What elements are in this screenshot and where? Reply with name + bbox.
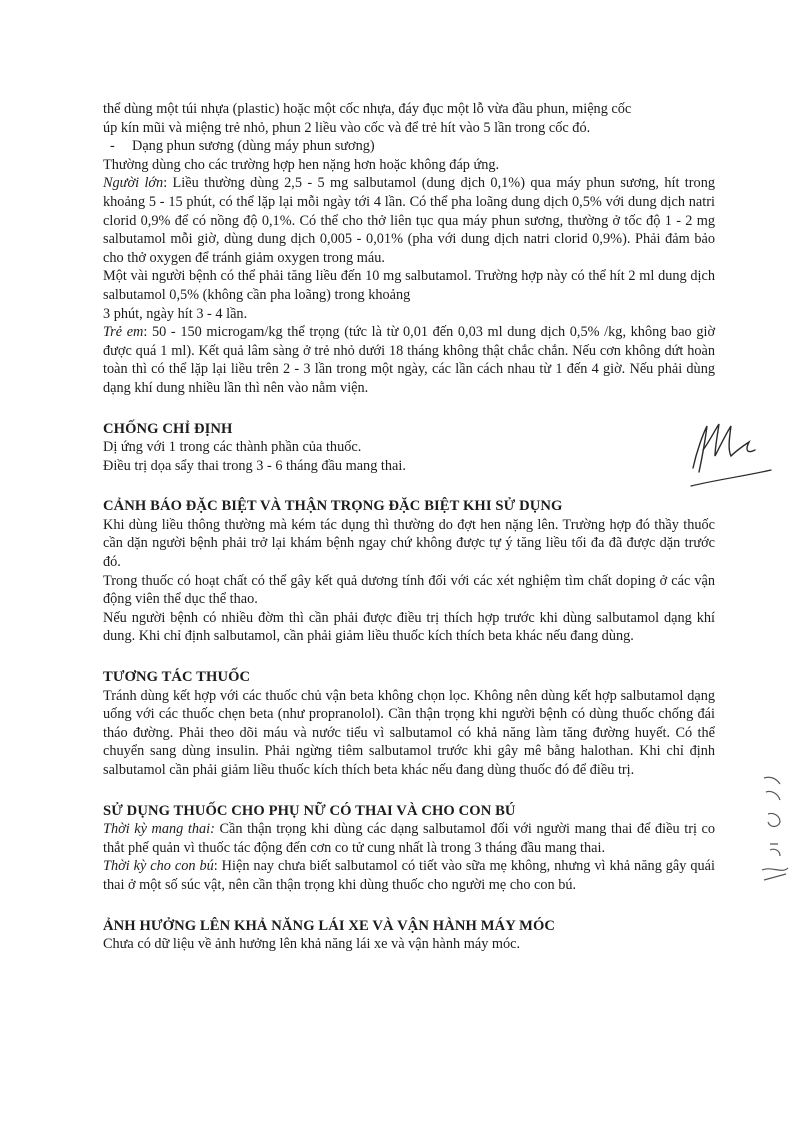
lactation-text: : Hiện nay chưa biết salbutamol có tiết vào sữa mẹ không, nhưng vì khả năng gây quái thai ở một số súc vật, nên cần thận trọng khi dùng thuốc cho người mẹ cho con bú. xyxy=(103,858,715,893)
bullet-nebulizer xyxy=(103,137,715,156)
contraindications-title: CHỐNG CHỈ ĐỊNH xyxy=(103,420,233,437)
warnings-paragraph-3: Nếu người bệnh có nhiều đờm thì cần phải được điều trị thích hợp trước khi dùng salbutamol dạng khí dung. Khi chỉ định salbutamol, cần phải giảm liều thuốc kích thích beta khác nếu đang dùng. xyxy=(103,609,715,645)
some-patients: Một vài người bệnh có thể phải tăng liều đến 10 mg salbutamol. Trường hợp này có thể hít 2 ml dung dịch salbutamol 0,5% (không cần pha loãng) trong khoảng xyxy=(103,268,715,303)
warnings-paragraph-2: Trong thuốc có hoạt chất có thể gây kết quả dương tính đối với các xét nghiệm tìm chất doping ở các vận động viên thể dục thể thao. xyxy=(103,572,715,608)
intro-line-1: thể dùng một túi nhựa (plastic) hoặc một cốc nhựa, đáy đục một lỗ vừa đầu phun, miệng cốc xyxy=(103,101,632,117)
driving-title: ẢNH HƯỞNG LÊN KHẢ NĂNG LÁI XE VÀ VẬN HÀNH MÁY MÓC xyxy=(103,917,556,934)
child-dosage xyxy=(103,323,715,397)
adult-text: : Liều thường dùng 2,5 - 5 mg salbutamol (dung dịch 0,1%) qua máy phun sương, hít trong khoảng 5 - 15 phút, có thể lặp lại mỗi ngày tới 4 lần. Có thể pha loãng dung dịch 0,5% với dung dịch natri clorid 0,9% để có nồng độ 0,1%. Có thể cho thở liên tục qua máy phun sương, thường ở tốc độ 1 - 2 mg salbutamol mỗi giờ, dùng dung dịch 0,005 - 0,01% (pha với dung dịch natri clorid 0,9%). Phải đảm bảo cho thở oxygen để tránh giảm oxygen trong máu. xyxy=(103,175,715,266)
warnings-title: CẢNH BÁO ĐẶC BIỆT VÀ THẬN TRỌNG ĐẶC BIỆT KHI SỬ DỤNG xyxy=(103,498,563,515)
contraindication-line-2: Điều trị dọa sẩy thai trong 3 - 6 tháng đầu mang thai. xyxy=(103,457,406,474)
pregnancy-paragraph xyxy=(103,820,715,857)
driving-text: Chưa có dữ liệu về ảnh hưởng lên khả năng lái xe và vận hành máy móc. xyxy=(103,936,521,953)
warnings-paragraph-1: Khi dùng liều thông thường mà kém tác dụng thì thường do đợt hen nặng lên. Trường hợp đó thầy thuốc cần dặn người bệnh phải trở lại khám bệnh ngay chứ không được tự ý tăng liều tối đa đã được dặn trước đó. xyxy=(103,516,715,571)
document-body xyxy=(103,100,715,954)
intro-line-2: úp kín mũi và miệng trẻ nhỏ, phun 2 liều vào cốc và để trẻ hít vào 5 lần trong cốc đó. xyxy=(103,119,591,136)
adult-dosage xyxy=(103,174,715,267)
lactation-paragraph xyxy=(103,857,715,894)
child-text: : 50 - 150 microgam/kg thể trọng (tức là từ 0,01 đến 0,03 ml dung dịch 0,5% /kg, không bao giờ được quá 1 ml). Kết quả lâm sàng ở trẻ nhỏ dưới 18 tháng không thật chắc chắn. Nếu cơn không dứt hoàn toàn thì có thể lặp lại liều trên 2 - 3 lần trong một ngày, các lần cách nhau từ 1 đến 4 giờ. Nếu phải dùng dạng khí dung nhiều lần thì nên vào nằm viện. xyxy=(103,324,715,396)
bullet-nebulizer-text: Dạng phun sương (dùng máy phun sương) xyxy=(132,138,375,155)
contraindication-line-1: Dị ứng với 1 trong các thành phần của thuốc. xyxy=(103,439,362,456)
child-label: Trẻ em xyxy=(103,324,144,341)
nebulizer-usage: Thường dùng cho các trường hợp hen nặng hơn hoặc không đáp ứng. xyxy=(103,156,500,173)
pregnant-label: Thời kỳ mang thai: xyxy=(103,821,215,838)
handwritten-signature xyxy=(685,420,775,490)
interactions-text: Tránh dùng kết hợp với các thuốc chủ vận beta không chọn lọc. Không nên dùng kết hợp salbutamol dạng uống với các thuốc chẹn beta (như propranolol). Cần thận trọng khi người bệnh có dùng thuốc chống đái tháo đường. Phải theo dõi máu và nước tiểu vì salbutamol có khả năng làm tăng đường huyết. Có thể chuyển sang dùng insulin. Phải ngừng tiêm salbutamol trước khi gây mê bằng halothan. Khi chỉ định salbutamol cần phải giảm liều thuốc kích thích beta khác nếu đang dùng thuốc đó để điều trị. xyxy=(103,687,715,778)
some-patients-2: 3 phút, ngày hít 3 - 4 lần. xyxy=(103,305,248,322)
margin-marks xyxy=(758,770,798,890)
interactions-title: TƯƠNG TÁC THUỐC xyxy=(103,669,251,686)
pregnant-text: Cần thận trọng khi dùng các dạng salbutamol đối với người mang thai để điều trị co thắt phế quản vì thuốc tác động đến cơn co tử cung nhất là trong 3 tháng đầu mang thai. xyxy=(103,821,715,856)
lactation-label: Thời kỳ cho con bú xyxy=(103,858,214,875)
adult-label: Người lớn xyxy=(103,175,164,192)
pregnancy-title: SỬ DỤNG THUỐC CHO PHỤ NỮ CÓ THAI VÀ CHO CON BÚ xyxy=(103,802,516,819)
bullet-dash: - xyxy=(110,138,115,155)
